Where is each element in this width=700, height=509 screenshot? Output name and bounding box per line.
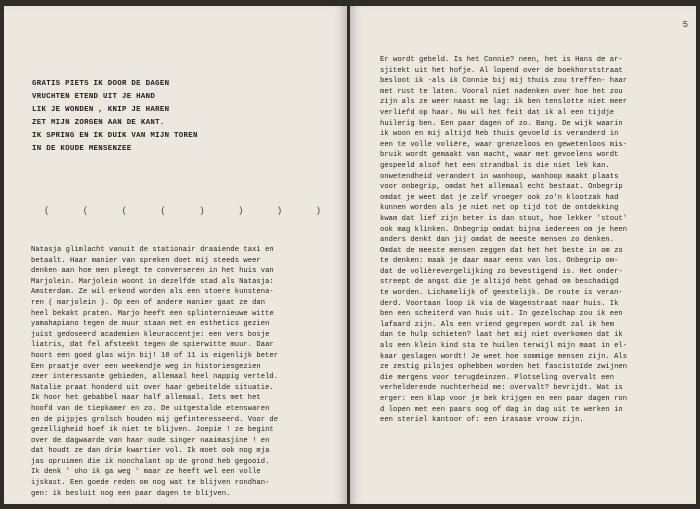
text-line: jas opruimen die ik nonchalant op de grond heb gegooid.: [31, 457, 270, 466]
text-line: lafaard zijn. Als een vriend gegrepen wordt zal ik hem: [380, 320, 615, 329]
text-line: met rust te laten. Vooral niet nadenken over hoe het zou: [380, 87, 623, 96]
text-line: te denken: maak je daar maar eens van los. Onbegrip om-: [380, 257, 619, 266]
text-line: een steriel kantoor of: een irasase vrouw zijn.: [380, 416, 584, 425]
text-line: voor onbegrip, omdat het allemaal echt bestaat. Onbegrip: [380, 183, 623, 192]
text-line: juist gedoseerd academien kleuraccentje: een vers bosje: [31, 330, 270, 339]
text-line: te worden. Lichamelijk of geestelijk. De route is veran-: [380, 289, 623, 298]
poem-line: IN DE KOUDE MENSENZEE: [32, 145, 132, 153]
poem-line: VRUCHTEN ETEND UIT JE HAND: [32, 93, 156, 101]
text-line: bruik wordt gemaakt van macht, waar met gevoelens wordt: [380, 151, 619, 160]
text-line: ren ( marjolein ). Op een of andere manier gaat ze dan: [31, 298, 266, 307]
text-line: gezelligheid hoef ik niet te blijven. Joepie ! ze begint: [31, 426, 274, 435]
left-prose: [31, 245, 336, 499]
text-line: kwam dat lief zijn beter is dan stout, hoe lekker 'stout': [380, 214, 628, 223]
text-line: erger: een klap voor je bek krijgen en een paar dagen ron: [380, 395, 628, 403]
poem-line: LIK JE WONDEN , KNIP JE HAREN: [32, 106, 170, 114]
text-line: Amsterdam. Ze wil erkend worden als een stoere kunstena-: [31, 288, 274, 297]
text-line: Een praatje over een weekendje weg in historiesgezien: [31, 362, 261, 371]
text-line: anders denkt dan jij omdat de meeste mensen zo denken.: [380, 236, 615, 245]
poem-line: ZET MIJN ZORGEN AAN DE KANT.: [32, 119, 165, 127]
text-line: Omdat de meeste mensen zeggen dat het het beste in om zo: [380, 246, 623, 255]
text-line: Marjolein. Marjolein woont in dezelfde stad als Natasja:: [31, 277, 274, 286]
text-line: streept de angst die je altijd hebt gehad om beschadigd: [380, 278, 619, 287]
text-line: d lopen met een paars oog of dag in dag uit te werken in: [380, 405, 623, 414]
text-line: een te volle voliëre, waar grenzeloos en gewetenloos mis-: [380, 140, 628, 149]
text-line: gen: ik besluit nog een paar dagen te blijven.: [31, 489, 231, 498]
text-line: sjitekt uit het hofje. Al lopend over de boekhorststraat: [380, 66, 623, 75]
text-line: en de pijpjes grolsch houden mij gefinteresseerd. Voor de: [31, 415, 279, 424]
poem-line: IK SPRING EN IK DUIK VAN MIJN TOREN: [32, 132, 198, 140]
text-line: hoort een goed glas wijn bij! 10 of 11 is eigenlijk beter: [31, 351, 279, 360]
text-line: ze zestig pilsjes ophebben worden het fascistoïde zwijnen: [380, 363, 628, 372]
text-line: zijn als ze weer naast me lag: ik ben tenslotte niet meer: [380, 98, 628, 107]
text-line: Ik denk ' oho ik ga weg ' maar ze heeft wel een volle: [31, 468, 261, 477]
ornament: ( ( ( ( ) ) ) ): [44, 206, 336, 216]
text-line: Ik hoor het gebabbel maar half allemaal. Iets met het: [31, 394, 261, 403]
text-line: dat de volièrevergelijking zo bevestigend is. Het onder-: [380, 267, 623, 276]
text-line: die mergens voor terugdeinzen. Plotseling overvalt een: [380, 373, 615, 382]
text-line: betaalt. Haar manier van spreken doet mij steeds weer: [31, 256, 261, 265]
text-line: ben een scheiterd van huis uit. In gezelschap zou ik een: [380, 310, 623, 319]
text-line: heel bekakt praten. Marjo heeft een splinternieuwe witte: [31, 309, 274, 318]
text-line: als een klein kind sta te huilen terwijl mijn maat in el-: [380, 342, 628, 351]
text-line: denken aan hoe men pleegt te converseren in het huis van: [31, 267, 274, 276]
text-line: ik woon en mij altijd heb thuis gevoeld is veranderd in: [380, 130, 619, 139]
text-line: kunnen worden als je niet net op tijd tot de ontdekking: [380, 204, 619, 213]
text-line: huilerig ben. Een paar dagen of zo. Bang. De wijk waarin: [380, 119, 623, 128]
text-line: yamahapiano tegen de muur staan met en esthetics gezien: [31, 320, 270, 329]
text-line: dan te hulp schieten? laat het mij niet overkomen dat ik: [380, 331, 623, 340]
text-line: zeer interessante gebieden, allemaal heel nappig verteld.: [31, 373, 279, 382]
page-number: 5: [682, 20, 688, 30]
text-line: verliefd op haar. Nu wil het feit dat ik al een tijdje: [380, 108, 615, 117]
text-line: onwetendheid verandert in wanhoop, wanhoop maakt plaats: [380, 172, 619, 181]
text-line: omdat je weet dat je zelf vroeger ook zo'n klootzak had: [380, 193, 619, 202]
text-line: hoofd van de tiepkamer en zo. De uitgestalde etenswaren: [31, 404, 270, 413]
text-line: ook mag klinken. Onbegrip omdat bijna iedereen om je heen: [380, 225, 628, 234]
text-line: besloot ik -als ik Connie bij mij thuis zou treffen- haar: [380, 77, 628, 86]
poem: [32, 78, 332, 156]
text-line: verhelderende nuchterheid me: overvalt? bevrijdt. Wat is: [380, 384, 623, 393]
left-page: [4, 6, 347, 504]
text-line: dat houdt ze dan drie kwartier vol. Ik moet ook nog mja: [31, 447, 270, 456]
text-line: Natasja glimlacht vanuit de stationair draaiende taxi en: [31, 246, 274, 254]
text-line: kaar geslagen wordt! Je weet hoe sommige mensen zijn. Als: [380, 352, 628, 361]
poem-line: GRATIS PIETS IK DOOR DE DAGEN: [32, 80, 170, 88]
text-line: derd. Voortaan loop ik via de Wagenstraat naar huis. Ik: [380, 299, 619, 308]
text-line: gespeeld alsof het een strandbal is die niet lek kan.: [380, 161, 610, 170]
text-line: liatris, dat fel afsteekt tegen de spierwitte muur. Daar: [31, 341, 274, 350]
right-page: [350, 6, 696, 504]
text-line: Natalie praat honderd uit over haar gebeitelde situatie.: [31, 383, 274, 392]
text-line: ijskast. Een goede reden om nog wat te blijven rondhan-: [31, 479, 270, 488]
right-prose: [380, 55, 685, 426]
text-line: Er wordt gebeld. Is het Connie? neen, het is Hans de ar-: [380, 56, 623, 64]
text-line: over de dagwaarde van haar oude singer naaimasjine ! en: [31, 436, 270, 445]
